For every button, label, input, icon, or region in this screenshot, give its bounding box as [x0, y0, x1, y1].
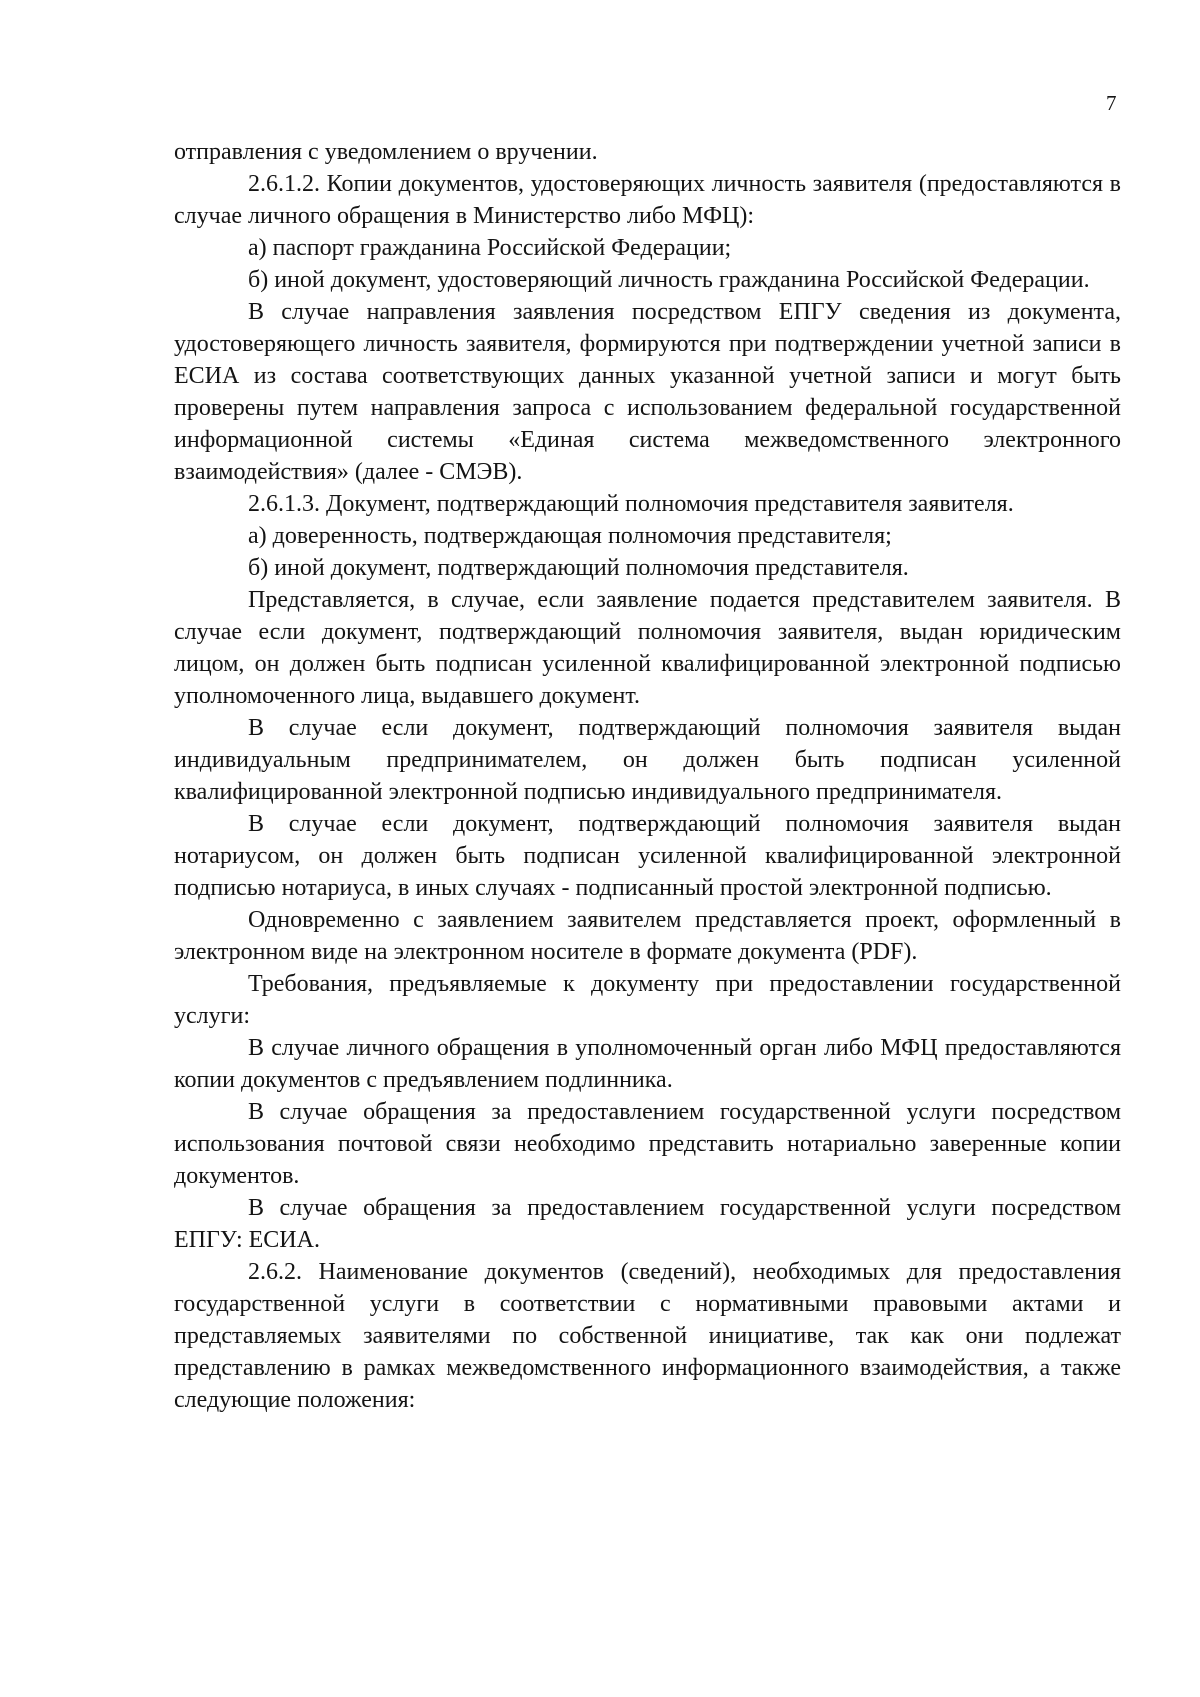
list-item-other-authority-doc: б) иной документ, подтверждающий полномочия представителя.: [248, 555, 909, 581]
paragraph-notary: В случае если документ, подтверждающий полномочия заявителя выдан нотариусом, он должен быть подписан усиленной квалифицированной электронной подписью нотариуса, в иных случаях - подписанный простой электронной подписью.: [174, 811, 1121, 901]
paragraph-requirements: Требования, предъявляемые к документу при предоставлении государственной услуги:: [174, 971, 1121, 1029]
paragraph-project-pdf: Одновременно с заявлением заявителем представляется проект, оформленный в электронном виде на электронном носителе в формате документа (PDF).: [174, 907, 1121, 965]
paragraph-entrepreneur: В случае если документ, подтверждающий полномочия заявителя выдан индивидуальным предпринимателем, он должен быть подписан усиленной квалифицированной электронной подписью индивидуального предпринимателя.: [174, 715, 1121, 805]
paragraph-epgu: В случае обращения за предоставлением государственной услуги посредством ЕПГУ: ЕСИА.: [174, 1195, 1121, 1253]
paragraph-2-6-2: 2.6.2. Наименование документов (сведений), необходимых для предоставления государственной услуги в соответствии с нормативными правовыми актами и представляемых заявителями по собственной инициативе, так как они подлежат представлению в рамках межведомственного информационного взаимодействия, а также следующие положения:: [174, 1259, 1121, 1413]
list-item-other-id: б) иной документ, удостоверяющий личность гражданина Российской Федерации.: [248, 267, 1090, 293]
document-body: [174, 136, 1121, 1416]
paragraph-2-6-1-3: 2.6.1.3. Документ, подтверждающий полномочия представителя заявителя.: [248, 491, 1014, 517]
list-item-power-of-attorney: а) доверенность, подтверждающая полномочия представителя;: [248, 523, 892, 549]
page-number: 7: [1106, 91, 1117, 115]
paragraph-epgu-esia: В случае направления заявления посредством ЕПГУ сведения из документа, удостоверяющего личность заявителя, формируются при подтверждении учетной записи в ЕСИА из состава соответствующих данных указанной учетной записи и могут быть проверены путем направления запроса с использованием федеральной государственной информационной системы «Единая система межведомственного электронного взаимодействия» (далее - СМЭВ).: [174, 299, 1121, 485]
paragraph-postal: В случае обращения за предоставлением государственной услуги посредством использования почтовой связи необходимо представить нотариально заверенные копии документов.: [174, 1099, 1121, 1189]
paragraph-2-6-1-2: 2.6.1.2. Копии документов, удостоверяющих личность заявителя (предоставляются в случае личного обращения в Министерство либо МФЦ):: [174, 171, 1121, 229]
list-item-passport: а) паспорт гражданина Российской Федерации;: [248, 235, 732, 261]
paragraph-personal-visit: В случае личного обращения в уполномоченный орган либо МФЦ предоставляются копии документов с предъявлением подлинника.: [174, 1035, 1121, 1093]
paragraph-legal-entity: Представляется, в случае, если заявление подается представителем заявителя. В случае если документ, подтверждающий полномочия заявителя, выдан юридическим лицом, он должен быть подписан усиленной квалифицированной электронной подписью уполномоченного лица, выдавшего документ.: [174, 587, 1121, 709]
paragraph-continuation: отправления с уведомлением о вручении.: [174, 139, 598, 165]
